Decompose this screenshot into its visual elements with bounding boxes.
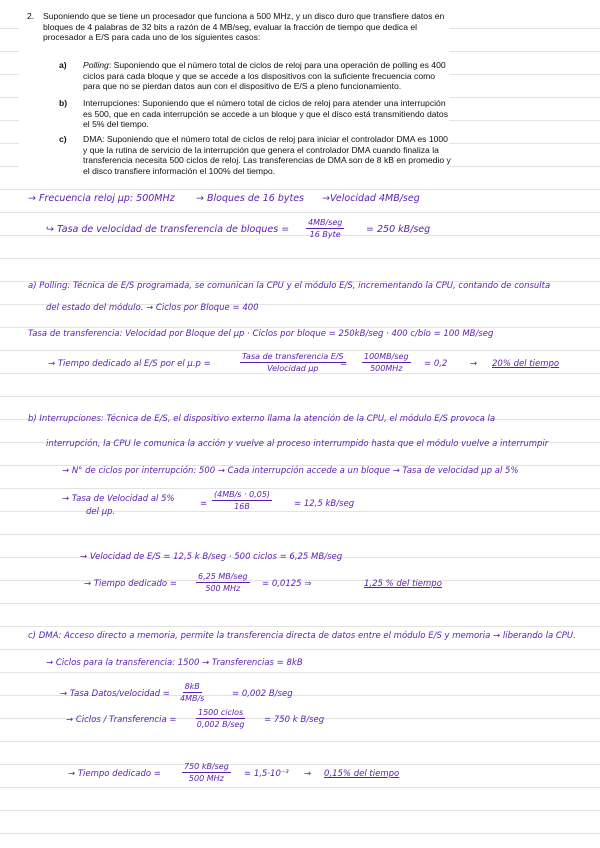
case-a-body: : Suponiendo que el número total de ciclos de reloj para una operación de polling es 400 ciclos para cada bloque y que se accede a los dispositivos con la suficiente frecuencia como para que no se pierdan datos aun con el dispositivo de E/S a pleno funcionamiento.: [83, 60, 446, 92]
note-dma-rate-num: 8kB: [184, 682, 200, 691]
problem-text: Suponiendo que se tiene un procesador que funciona a 500 MHz, y un disco duro que transfiere datos en bloques de 4 palabras de 32 bits a razón de 4 MB/seg, evaluar la fracción de tiempo que dedica el procesador a E/S para cada uno de los siguientes casos:: [43, 11, 445, 43]
note-interrupt-io-speed: → Velocidad de E/S = 12,5 k B/seg · 500 ciclos = 6,25 MB/seg: [80, 552, 343, 562]
note-polling-fraction-2: [362, 352, 411, 373]
note-speed: →Velocidad 4MB/seg: [322, 193, 420, 204]
note-polling-equals: =: [340, 359, 348, 369]
note-interrupt-frac-den: 16B: [234, 502, 250, 511]
note-dma-rate-result: = 0,002 B/seg: [232, 689, 293, 699]
note-polling-result: = 0,2: [424, 359, 448, 369]
note-interrupt-frac-num: (4MB/s · 0,05): [214, 490, 271, 499]
note-dma-time-result: = 1,5·10⁻³: [244, 769, 289, 779]
note-frequency: → Frecuencia reloj µp: 500MHz: [28, 193, 175, 204]
note-dma-cycles-fraction: [196, 708, 245, 729]
note-dma-time-fraction: [182, 762, 231, 783]
note-dma-time-den: 500 MHz: [188, 774, 224, 783]
case-c: [59, 134, 451, 176]
note-interrupt-time-fraction: [196, 572, 250, 593]
note-dma-def: c) DMA: Acceso directo a memoria, permite la transferencia directa de datos entre el módulo E/S y memoria → liberando la CPU.: [28, 631, 576, 641]
case-b: [59, 98, 451, 130]
note-interrupt-rate-sub: del µp.: [86, 507, 116, 517]
note-polling-def: a) Polling: Técnica de E/S programada, se comunican la CPU y el módulo E/S, incrementando la CPU, contando de consulta: [28, 281, 551, 291]
note-interrupt-def-1: b) Interrupciones: Técnica de E/S, el dispositivo externo llama la atención de la CPU, el módulo E/S provoca la: [28, 414, 496, 424]
note-interrupt-def-2: interrupción, la CPU le comunica la acción y vuelve al proceso interrumpido hasta que el módulo vuelve a interrumpir: [46, 439, 549, 449]
note-interrupt-answer: 1,25 % del tiempo: [364, 579, 442, 589]
note-polling-time-label: → Tiempo dedicado al E/S por el µ.p =: [48, 359, 211, 369]
note-dma-cycles-result: = 750 k B/seg: [264, 715, 325, 725]
note-interrupt-time-den: 500 MHz: [205, 584, 241, 593]
note-polling-frac2-den: 500MHz: [370, 364, 403, 373]
problem-number: 2.: [27, 11, 35, 21]
note-block-rate-result: = 250 kB/seg: [366, 224, 431, 235]
note-dma-rate-den: 4MB/s: [180, 694, 205, 703]
note-interrupt-rate-result: = 12,5 kB/seg: [294, 499, 355, 509]
note-dma-cycles-den: 0,002 B/seg: [196, 720, 245, 729]
note-block-rate-num: 4MB/seg: [308, 218, 343, 227]
note-dma-rate-label: → Tasa Datos/velocidad =: [60, 689, 170, 699]
note-block-rate-den: 16 Byte: [309, 230, 341, 239]
note-interrupt-time-result: = 0,0125 ⇒: [262, 579, 312, 589]
note-interrupt-time-label: → Tiempo dedicado =: [84, 579, 177, 589]
case-a-text: [83, 60, 451, 92]
note-interrupt-equals: =: [200, 499, 208, 509]
note-polling-frac1-den: Velocidad µp: [267, 364, 319, 373]
problem-header: [27, 11, 447, 43]
note-block-rate-label: ↪ Tasa de velocidad de transferencia de bloques =: [46, 224, 290, 235]
note-dma-time-arrow: →: [304, 769, 312, 779]
case-a-lead: Polling: [83, 60, 109, 70]
note-polling-answer: 20% del tiempo: [492, 359, 560, 369]
note-polling-fraction-1: [240, 352, 346, 373]
note-dma-time-label: → Tiempo dedicado =: [68, 769, 161, 779]
note-dma-rate-fraction: [180, 682, 204, 703]
case-a-label: a): [59, 60, 67, 70]
note-dma-time-num: 750 kB/seg: [184, 762, 229, 771]
note-dma-cycles-label: → Ciclos / Transferencia =: [66, 715, 177, 725]
note-polling-arrow: →: [470, 359, 478, 369]
note-polling-cycles: del estado del módulo. → Ciclos por Bloque = 400: [46, 303, 259, 313]
case-b-label: b): [59, 98, 68, 108]
note-interrupt-time-num: 6,25 MB/seg: [198, 572, 248, 581]
case-c-text: DMA: Suponiendo que el número total de ciclos de reloj para iniciar el controlador DMA es 1000 y que la rutina de servicio de la interrupción que genera el controlador DMA cuando finaliza la transferencia necesita 500 ciclos de reloj. Las transferencias de DMA son de 8 kB en promedio y el disco transfiere información el 100% del tiempo.: [83, 134, 451, 176]
note-interrupt-givens: → N° de ciclos por interrupción: 500 → Cada interrupción accede a un bloque → Tasa de velocidad µp al 5%: [62, 466, 519, 476]
case-a: [59, 60, 451, 92]
note-interrupt-rate-label: → Tasa de Velocidad al 5%: [62, 494, 175, 504]
note-polling-frac1-num: Tasa de transferencia E/S: [242, 352, 344, 361]
note-block-rate-fraction: [306, 218, 344, 239]
problem-statement: [19, 8, 449, 180]
case-b-text: Interrupciones: Suponiendo que el número total de ciclos de reloj para atender una interrupción es 500, que en cada interrupción se accede a un bloque y que el disco está transmitiendo datos el 5% del tiempo.: [83, 98, 448, 130]
note-dma-answer: 0,15% del tiempo: [324, 769, 400, 779]
note-interrupt-fraction: [212, 490, 272, 511]
note-dma-cycles-num: 1500 ciclos: [198, 708, 244, 717]
note-polling-rate: Tasa de transferencia: Velocidad por Bloque del µp · Ciclos por bloque = 250kB/seg · 400 c/blo = 100 MB/seg: [28, 329, 494, 339]
note-block-size: → Bloques de 16 bytes: [196, 193, 304, 204]
note-polling-frac2-num: 100MB/seg: [364, 352, 409, 361]
note-dma-givens: → Ciclos para la transferencia: 1500 → Transferencias = 8kB: [46, 658, 303, 668]
case-c-label: c): [59, 134, 67, 144]
